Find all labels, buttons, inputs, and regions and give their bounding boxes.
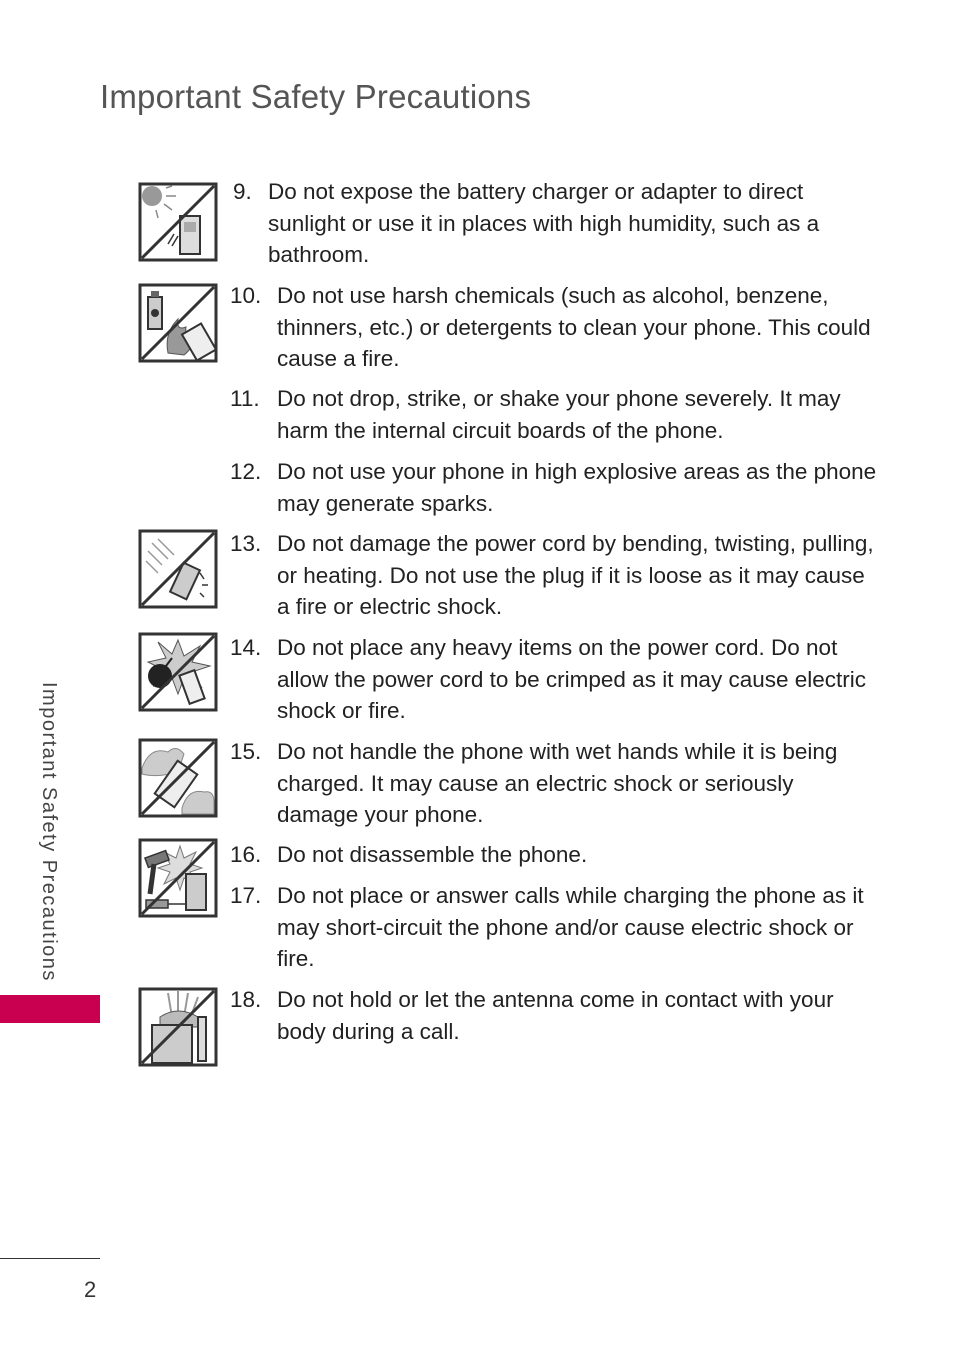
explosion-warning-icon [138, 632, 218, 712]
item-text: Do not hold or let the antenna come in contact with your body during a call. [277, 987, 834, 1044]
item-text: Do not use harsh chemicals (such as alcohol, benzene, thinners, etc.) or detergents to clean your phone. This could cause a fire. [277, 283, 871, 371]
item-number: 18. [230, 987, 262, 1012]
side-tab-marker [0, 995, 100, 1023]
item-text: Do not place any heavy items on the power cord. Do not allow the power cord to be crimped as it may cause electric shock or fire. [277, 635, 867, 723]
item-text: Do not damage the power cord by bending, twisting, pulling, or heating. Do not use the plug if it is loose as it may cause a fire or electric shock. [277, 531, 874, 619]
item-number: 16. [230, 842, 262, 867]
side-tab-label: Important Safety Precautions [38, 682, 60, 982]
item-number: 14. [230, 635, 262, 660]
item-number: 15. [230, 739, 262, 764]
item-number: 11. [230, 386, 260, 411]
item-number: 17. [230, 883, 262, 908]
item-text: Do not use your phone in high explosive areas as the phone may generate sparks. [277, 459, 877, 516]
item-number: 10. [230, 283, 262, 308]
item-text: Do not disassemble the phone. [277, 842, 588, 867]
item-text: Do not place or answer calls while charging the phone as it may short-circuit the phone and/or cause electric shock or fire. [277, 883, 864, 971]
page-number: 2 [84, 1277, 97, 1302]
item-text: Do not handle the phone with wet hands while it is being charged. It may cause an electric shock or seriously damage your phone. [277, 739, 838, 827]
item-text: Do not drop, strike, or shake your phone severely. It may harm the internal circuit boards of the phone. [277, 386, 841, 443]
wet-hands-warning-icon [138, 738, 218, 818]
page-title: Important Safety Precautions [100, 78, 532, 115]
item-number: 13. [230, 531, 262, 556]
chemical-spray-fire-warning-icon [138, 283, 218, 363]
disassemble-phone-warning-icon [138, 838, 218, 918]
item-text: Do not expose the battery charger or adapter to direct sunlight or use it in places with high humidity, such as a bathroom. [268, 179, 820, 267]
sun-charger-warning-icon [138, 182, 218, 262]
item-number: 9. [233, 179, 252, 204]
drop-phone-warning-icon [138, 529, 218, 609]
antenna-contact-warning-icon [138, 987, 218, 1067]
item-number: 12. [230, 459, 262, 484]
footer-divider [0, 1258, 100, 1259]
